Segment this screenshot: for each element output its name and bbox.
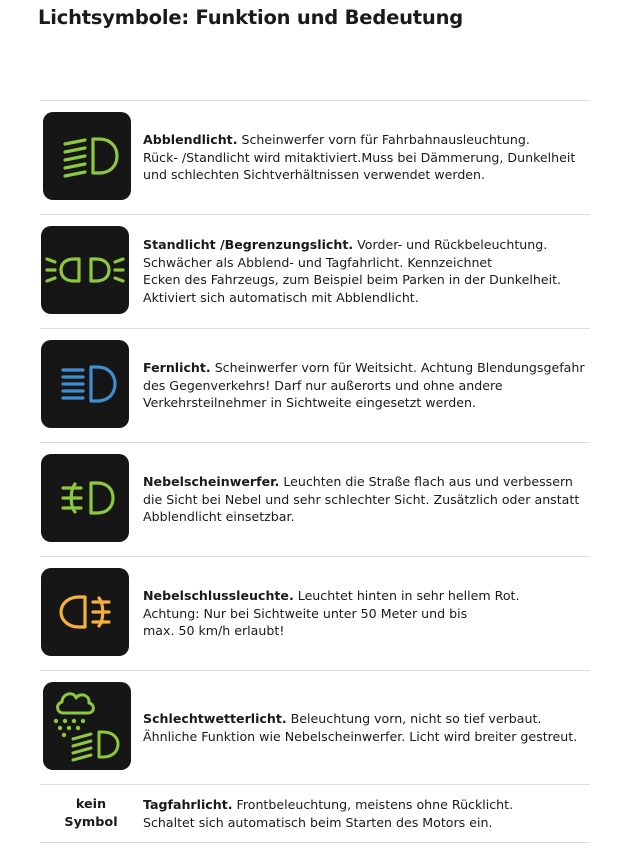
- no-symbol-label: kein Symbol: [64, 797, 118, 830]
- front-fog-light-icon: [41, 454, 129, 542]
- symbol-description: Nebelscheinwerfer. Leuchten die Straße flach aus und verbessern die Sicht bei Nebel und sehr schlechter Sicht. Zusätzlich oder anstatt Abblendlicht einsetzbar.: [143, 474, 580, 524]
- rear-fog-light-icon: [41, 568, 129, 656]
- divider: [40, 784, 590, 785]
- divider: [40, 842, 590, 843]
- page-title: Lichtsymbole: Funktion und Bedeutung: [38, 6, 464, 29]
- symbol-description: Abblendlicht. Scheinwerfer vorn für Fahrbahnausleuchtung. Rück- /Standlicht wird mitaktiviert.Muss bei Dämmerung, Dunkelheit und schlechten Sichtverhältnissen verwendet werden.: [143, 132, 576, 182]
- symbol-name: Abblendlicht.: [143, 132, 238, 147]
- divider: [40, 442, 590, 443]
- low-beam-icon: [43, 112, 131, 200]
- symbol-description: Fernlicht. Scheinwerfer vorn für Weitsicht. Achtung Blendungsgefahr des Gegenverkehrs! Darf nur außerorts und ohne andere Verkehrsteilnehmer in Sichtweite eingesetzt werden.: [143, 360, 585, 410]
- symbol-name: Standlicht /Begrenzungslicht.: [143, 237, 354, 252]
- symbol-name: Fernlicht.: [143, 360, 211, 375]
- divider: [40, 556, 590, 557]
- symbol-description: Nebelschlussleuchte. Leuchtet hinten in sehr hellem Rot. Achtung: Nur bei Sichtweite unter 50 Meter und bis max. 50 km/h erlaubt!: [143, 588, 520, 638]
- divider: [40, 214, 590, 215]
- parking-light-icon: [41, 226, 129, 314]
- symbol-description: Standlicht /Begrenzungslicht. Vorder- und Rückbeleuchtung. Schwächer als Abblend- und Tagfahrlicht. Kennzeichnet Ecken des Fahrzeugs, zum Beispiel beim Parken in der Dunkelheit. Aktiviert sich automatisch mit Abblendlicht.: [143, 237, 562, 305]
- symbol-name: Nebelscheinwerfer.: [143, 474, 280, 489]
- divider: [40, 670, 590, 671]
- symbol-description: Tagfahrlicht. Frontbeleuchtung, meistens ohne Rücklicht. Schaltet sich automatisch beim Starten des Motors ein.: [143, 797, 514, 830]
- symbol-name: Nebelschlussleuchte.: [143, 588, 294, 603]
- divider: [40, 328, 590, 329]
- divider: [40, 100, 590, 101]
- high-beam-icon: [41, 340, 129, 428]
- bad-weather-light-icon: [43, 682, 131, 770]
- symbol-description: Schlechtwetterlicht. Beleuchtung vorn, nicht so tief verbaut. Ähnliche Funktion wie Nebelscheinwerfer. Licht wird breiter gestreut.: [143, 711, 578, 744]
- symbol-name: Schlechtwetterlicht.: [143, 711, 287, 726]
- symbol-name: Tagfahrlicht.: [143, 797, 233, 812]
